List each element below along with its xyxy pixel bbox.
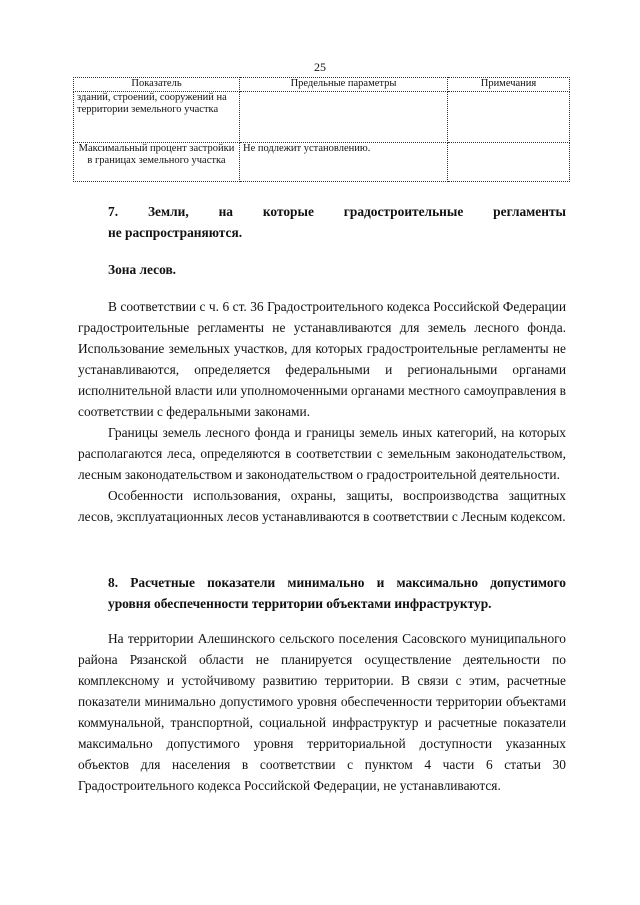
section-8-heading-line2: уровня обеспеченности территории объектами инфраструктур. bbox=[108, 596, 492, 611]
indicator-cell: зданий, строений, сооружений на территории земельного участка bbox=[74, 91, 240, 142]
section-7-heading-line2: не распространяются. bbox=[108, 225, 243, 240]
notes-cell bbox=[448, 91, 570, 142]
table-row bbox=[74, 91, 570, 142]
header-indicator: Показатель bbox=[74, 78, 240, 92]
parameters-table bbox=[73, 77, 570, 182]
infrastructure-text bbox=[78, 628, 566, 796]
paragraph: На территории Алешинского сельского поселения Сасовского муниципального района Рязанской области не планируется осуществление деятельности по комплексному и устойчивому развитию территории. В связи с этим, расчетные показатели минимально допустимого уровня обеспеченности территории объектами коммунальной, транспортной, социальной инфраструктур и расчетные показатели максимально допустимого уровня территориальной доступности указанных объектов для населения в соответствии с пунктом 4 части 6 статьи 30 Градостроительного кодекса Российской Федерации, не устанавливаются. bbox=[78, 631, 566, 793]
table-row bbox=[74, 142, 570, 181]
notes-cell bbox=[448, 142, 570, 181]
header-notes: Примечания bbox=[448, 78, 570, 92]
section-8-heading-line1: 8. Расчетные показатели минимально и максимально допустимого bbox=[108, 575, 566, 590]
zone-heading: Зона лесов. bbox=[108, 262, 177, 277]
forest-zone-text bbox=[78, 296, 566, 527]
header-limits: Предельные параметры bbox=[240, 78, 448, 92]
paragraph: Границы земель лесного фонда и границы земель иных категорий, на которых располагаются леса, определяются в соответствии с земельным законодательством, лесным законодательством и законодательством о градостроительной деятельности. bbox=[78, 425, 566, 482]
section-8-heading bbox=[78, 572, 566, 614]
paragraph: Особенности использования, охраны, защиты, воспроизводства защитных лесов, эксплуатационных лесов устанавливаются в соответствии с Лесным кодексом. bbox=[78, 488, 566, 524]
indicator-cell: Максимальный процент застройки в границах земельного участка bbox=[74, 142, 240, 181]
limits-cell: Не подлежит установлению. bbox=[240, 142, 448, 181]
section-7-heading-line1: 7. Земли, на которые градостроительные регламенты bbox=[108, 204, 566, 219]
table-header-row bbox=[74, 78, 570, 92]
section-7-heading bbox=[78, 201, 566, 243]
paragraph: В соответствии с ч. 6 ст. 36 Градостроительного кодекса Российской Федерации градостроительные регламенты не устанавливаются для земель лесного фонда. Использование земельных участков, для которых градостроительные регламенты не устанавливаются, определяется федеральными и региональными органами исполнительной власти или уполномоченными органами местного самоуправления в соответствии с федеральными законами. bbox=[78, 299, 566, 419]
limits-cell bbox=[240, 91, 448, 142]
page-number: 25 bbox=[314, 60, 326, 74]
